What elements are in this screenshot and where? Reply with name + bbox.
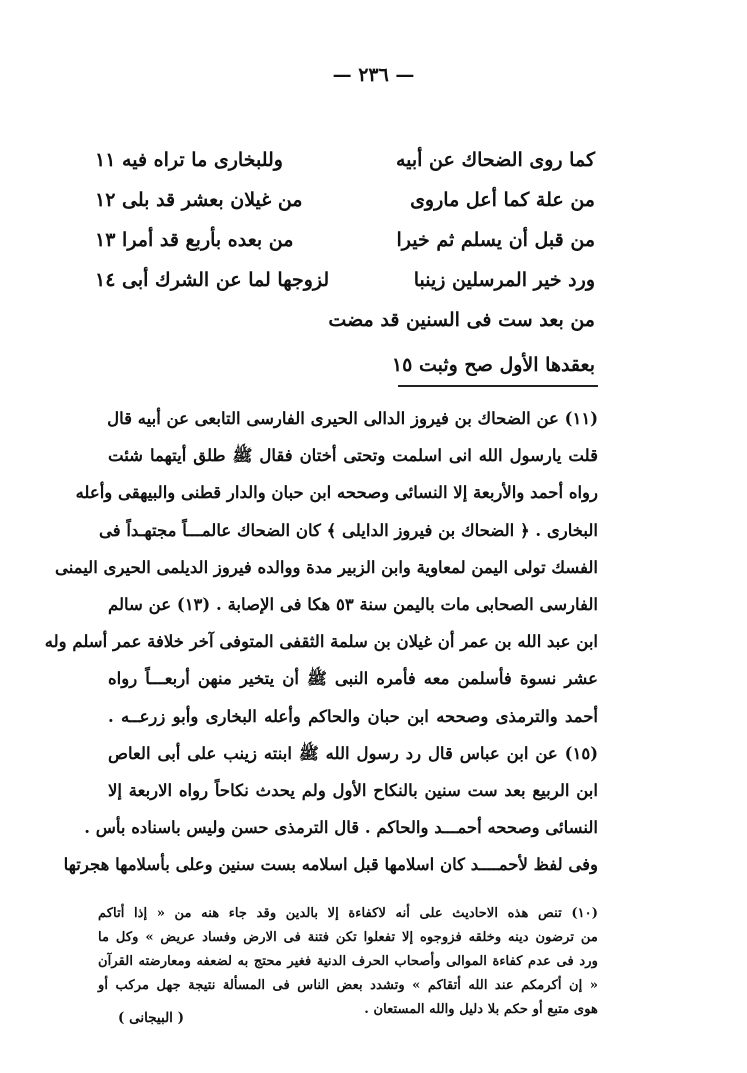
verse-second-hemistich: لزوجها لما عن الشرك أبى ١٤ <box>95 269 330 291</box>
note-line: قلت يارسول الله انى اسلمت وتحتى أختان فقال ﷺ طلق أيتهما شئت <box>108 446 598 466</box>
verse-line <box>95 180 595 220</box>
note-line: وفى لفظ لأحمــــد كان اسلامها قبل اسلامه بست سنين وعلى بأسلامها هجرتها <box>63 855 598 875</box>
verse-second-hemistich: وللبخارى ما تراه فيه ١١ <box>95 149 283 171</box>
note-line: أحمد والترمذى وصححه ابن حبان والحاكم وأعله البخارى وأبو زرعــه . <box>108 706 598 726</box>
note-line: البخارى . ﴿ الضحاك بن فيروز الدايلى ﴾ كان الضحاك عالمـــاً مجتهـداً فى <box>98 520 598 540</box>
footnote <box>98 902 598 1022</box>
footnote-line: (١٠) تنص هذه الاحاديث على أنه لاكفاءة إلا بالدين وقد جاء هنه من « إذا أتاكم <box>98 906 598 921</box>
note-line: الفارسى الصحابى مات باليمن سنة ٥٣ هكا فى الإصابة . (١٣) عن سالم <box>108 594 598 614</box>
verse-line <box>95 140 595 180</box>
divider-rule <box>398 385 598 387</box>
verse-first-hemistich: كما روى الضحاك عن أبيه <box>395 149 595 171</box>
footnote-line: « إن أكرمكم عند الله أتقاكم » وتشدد بعض الناس فى المسألة نتيجة جهل مركب أو <box>98 978 598 993</box>
verse-first-hemistich: من علة كما أعل ماروى <box>410 189 595 211</box>
footnote-signature: ( البيجانى ) <box>118 1010 185 1026</box>
verse-line <box>95 220 595 260</box>
note-line: رواه أحمد والأربعة إلا النسائى وصححه ابن حبان والدار قطنى والبيهقى وأعله <box>75 483 598 503</box>
footnote-line: ورد فى عدم كفاءة الموالى وأصحاب الحرف الدنية فغير محتج به لضعفه ومعارضته القرآن <box>98 954 598 969</box>
verse-first-hemistich: ورد خير المرسلين زينبا <box>413 269 595 291</box>
note-line: عشر نسوة فأسلمن معه فأمره النبى ﷺ أن يتخير منهن أربعـــاً رواه <box>108 669 598 689</box>
verse-second-hemistich: من بعده بأربع قد أمرا ١٣ <box>95 229 294 251</box>
verse-line <box>95 300 595 340</box>
note-line: الفسك تولى اليمن لمعاوية وابن الزبير مدة ووالده فيروز الديلمى الحيرى اليمنى <box>54 557 598 577</box>
page-number: — ٢٣٦ — <box>332 64 415 86</box>
poem-verses <box>95 140 595 390</box>
note-line: (١١) عن الضحاك بن فيروز الدالى الحيرى الفارسى التابعى عن أبيه قال <box>107 409 598 428</box>
verse-first-hemistich: بعقدها الأول صح وثبت ١٥ <box>391 354 595 376</box>
commentary-notes <box>44 400 598 883</box>
note-line: النسائى وصححه أحمـــد والحاكم . قال الترمذى حسن وليس باسناده بأس . <box>84 818 598 838</box>
note-line: ابن عبد الله بن عمر أن غيلان بن سلمة الثقفى المتوفى آخر خلافة عمر أسلم وله <box>44 632 598 652</box>
note-line: (١٥) عن ابن عباس قال رد رسول الله ﷺ ابنته زينب على أبى العاص <box>108 743 598 763</box>
verse-first-hemistich: من قبل أن يسلم ثم خيرا <box>396 229 595 251</box>
verse-line <box>95 340 595 390</box>
verse-second-hemistich: من غيلان بعشر قد بلى ١٢ <box>95 189 303 211</box>
verse-first-hemistich: من بعد ست فى السنين قد مضت <box>328 309 595 331</box>
note-line: ابن الربيع بعد ست سنين بالنكاح الأول ولم يحدث نكاحاً رواه الاربعة إلا <box>108 780 598 800</box>
footnote-line: هوى متبع أو حكم بلا دليل والله المستعان . <box>364 1002 598 1017</box>
verse-line <box>95 260 595 300</box>
footnote-line: من ترضون دينه وخلقه فزوجوه إلا تفعلوا تكن فتنة فى الارض وفساد عريض » وكل ما <box>98 930 598 945</box>
